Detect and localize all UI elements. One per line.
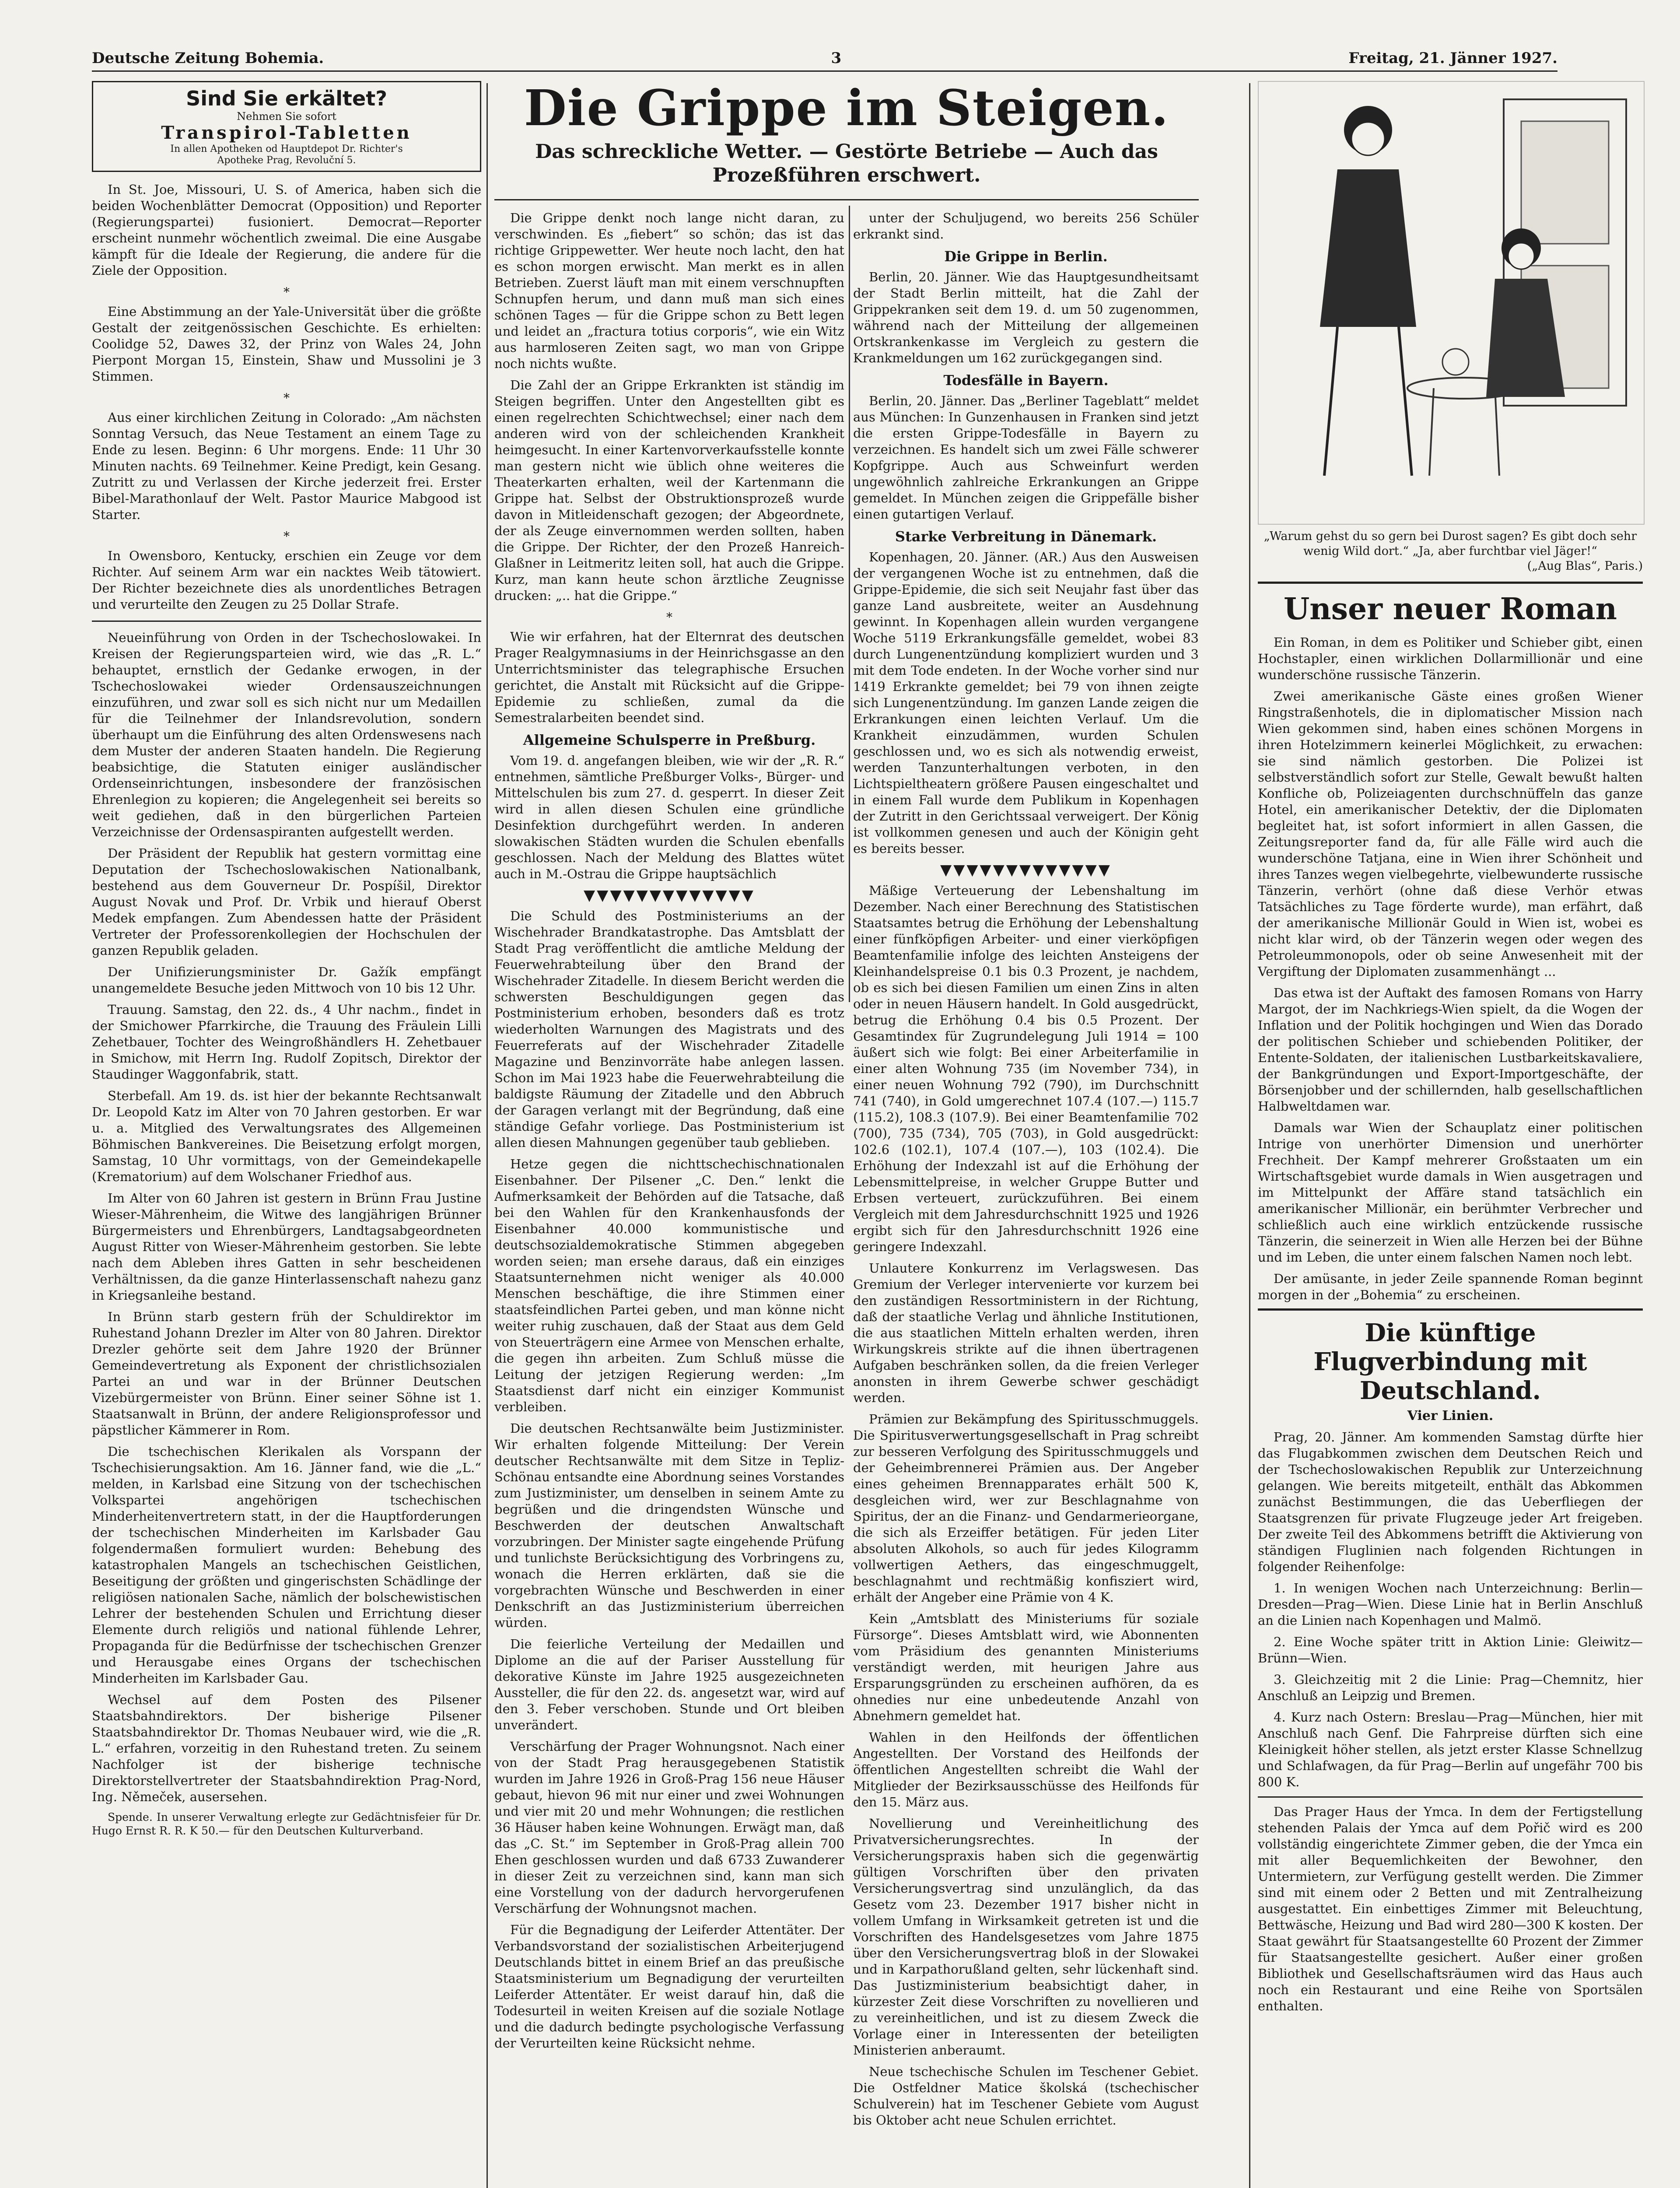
article-paragraph: 3. Gleichzeitig mit 2 die Linie: Prag—Chemnitz, hier Anschluß an Leipzig und Bremen. xyxy=(1258,1672,1643,1703)
page-number: 3 xyxy=(831,49,842,67)
ad-headline: Sind Sie erkältet? xyxy=(186,87,387,110)
news-item: Verschärfung der Prager Wohnungsnot. Nach einer von der Stadt Prag herausgegebenen Statistik wurden im Jahre 1926 in Groß-Prag 156 neue Häuser gebaut, hievon 96 mit nur einer und zwei Wohnungen und vier mit 20 und mehr Wohnungen; die restlichen 36 Häuser haben keine Wohnungen. Erwägt man, daß das „C. St.“ im September in Groß-Prag allein 700 Ehen geschlossen wurden und daß 6733 Zuwanderer in dieser Zeit zu verzeichnen sind, kann man sich eine Vorstellung von der dadurch hervorgerufenen Verschärfung der Wohnungsnot machen. xyxy=(494,1739,844,1916)
column-divider xyxy=(1249,83,1250,2188)
ad-product: Transpirol-Tabletten xyxy=(161,123,412,143)
article-paragraph: Kopenhagen, 20. Jänner. (AR.) Aus den Ausweisen der vergangenen Woche ist zu entnehmen, daß die Grippe-Epidemie, die sich seit Neujahr fast über das ganze Land ausbreitete, weiter an Ausdehnung gewinnt. In Kopenhagen allein wurden vergangene Woche 5119 Erkrankungsfälle gemeldet, wobei 83 durch Lungenentzündung kompliziert wurden und 3 mit dem Tode endeten. In der Woche vorher sind nur 1419 Erkrankte gemeldet; bei 79 von ihnen zeigte sich Lungenentzündung. Im ganzen Lande zeigen die Erkrankungen einen leichten Verlauf. Um die Krankheit einzudämmen, wurden Schulen geschlossen und, wo es sich als notwendig erweist, werden Tanzunterhaltungen verboten, in den Lichtspieltheatern größere Pausen eingeschaltet und in einem Fall wurde dem Publikum in Kopenhagen der Zutritt in den Gerichtssaal verweigert. Der König ist vollkommen genesen und auch der Königin geht es bereits besser. xyxy=(853,550,1199,856)
article-paragraph: In Owensboro, Kentucky, erschien ein Zeuge vor dem Richter. Auf seinem Arm war ein nacktes Weib tätowiert. Der Richter bezeichnete dies als unordentliches Betragen und verurteilte den Zeugen zu 25 Dollar Strafe. xyxy=(92,548,481,612)
page-header xyxy=(92,46,1558,72)
cartoon-drawing xyxy=(1259,82,1644,524)
news-item: Die Schuld des Postministeriums an der Wischehrader Brandkatastrophe. Das Amtsblatt der Stadt Prag veröffentlicht die amtliche Meldung der Feuerwehrabteilung über den Brand der Wischehrader Zitadelle. In diesem Bericht werden die schwersten Beschuldigungen gegen das Postministerium erhoben, besonders daß es trotz wiederholten Warnungen des Magistrats und des Feuerreferats auf der Wischehrader Zitadelle Magazine und Benzinvorräte habe anlegen lassen. Schon im Mai 1923 habe die Feuerwehrabteilung die baldigste Räumung der Zitadelle und den Abbruch der Garagen verlangt mit der Begründung, daß eine ständige Gefahr vorliege. Das Postministerium ist allen diesen Mahnungen gegenüber taub geblieben. xyxy=(494,908,844,1150)
news-item: Spende. In unserer Verwaltung erlegte zur Gedächtnisfeier für Dr. Hugo Ernst R. R. K 50.— für den Deutschen Kulturverband. xyxy=(92,1811,481,1837)
article-subheading: Die Grippe in Berlin. xyxy=(944,248,1108,265)
article-paragraph: Die Zahl der an Grippe Erkrankten ist ständig im Steigen begriffen. Unter den Angestellten gibt es einen regelrechten Schichtwechsel; einer nach dem anderen wird von der schleichenden Krankheit heimgesucht. In einer Kartenvorverkaufsstelle konnte man gestern nicht wie üblich ohne weiteres die Theaterkarten erhalten, weil der Kartenmann die Grippe hat. Selbst der Obstruktionsprozeß wurde davon in Mitleidenschaft gezogen; der Abgeordnete, der als Zeuge einvernommen werden sollten, haben die Grippe. Der Richter, der den Prozeß Hanreich-Glaßner in Leitmeritz leiten soll, hat auch die Grippe. Kurz, man kann heute schon ärztliche Zeugnisse drucken: „.. hat die Grippe.“ xyxy=(494,378,844,603)
article-paragraph: Die Grippe denkt noch lange nicht daran, zu verschwinden. Es „fiebert“ so schön; das ist das richtige Grippewetter. Wer heute noch lacht, den hat es schon morgen erwischt. Man merkt es in allen Betrieben. Zuerst läuft man mit einem verschnupften Schnupfen herum, und dann muß man sich eines schönen Tages — für die Grippe schon zu Bett legen und leidet an „fractura totius corporis“, wie ein Witz aus harmloseren Zeiten sagt, wo man von Grippe noch nichts wußte. xyxy=(494,210,844,371)
caption-text: „Warum gehst du so gern bei Durost sagen? Es gibt doch sehr wenig Wild dort.“ „Ja, aber furchtbar viel Jäger!“ xyxy=(1264,529,1637,558)
news-item: Neue tschechische Schulen im Teschener Gebiet. Die Ostfeldner Matice školská (tschechischer Schulverein) hat im Teschener Gebiete vom August bis Oktober acht neue Schulen errichtet. xyxy=(853,2064,1199,2128)
article-paragraph: Wie wir erfahren, hat der Elternrat des deutschen Prager Realgymnasiums in der Heinrichsgasse an den Unterrichtsminister das telegraphische Ersuchen gerichtet, die Anstalt mit Rücksicht auf die Grippe-Epidemie zu schließen, zumal da die Semestralarbeiten beendet sind. xyxy=(494,629,844,725)
article-subheading: Allgemeine Schulsperre in Preßburg. xyxy=(523,732,816,748)
separator-star: * xyxy=(284,529,290,543)
news-item: Für die Begnadigung der Leiferder Attentäter. Der Verbandsvorstand der sozialistischen Arbeiterjugend Deutschlands bittet in einem Brief an das preußische Staatsministerium um Begnadigung der verurteilten Leiferder Attentäter. Er weist darauf hin, daß die Todesurteil in weiten Kreisen auf die soziale Notlage und die dadurch bedingte psychologische Verfassung der Verurteilten keine Rücksicht nehme. xyxy=(494,1922,844,2051)
headline-subtitle: Das schreckliche Wetter. — Gestörte Betriebe — Auch das Prozeßführen erschwert. xyxy=(535,140,1158,186)
article-paragraph: Prag, 20. Jänner. Am kommenden Samstag dürfte hier das Flugabkommen zwischen dem Deutschen Reich und der Tschechoslowakischen Republik zur Unterzeichnung gelangen. Wie bereits mitgeteilt, enthält das Abkommen zunächst Bestimmungen, die das Ueberfliegen der Staatsgrenzen für private Flugzeuge jeder Art freigeben. Der zweite Teil des Abkommens betrifft die Aktivierung von ständigen Fluglinien nach folgenden Richtungen in folgender Reihenfolge: xyxy=(1258,1430,1643,1574)
article-paragraph: Vom 19. d. angefangen bleiben, wie wir der „R. R.“ entnehmen, sämtliche Preßburger Volks-, Bürger- und Mittelschulen bis zum 27. d. gesperrt. In dieser Zeit wird in allen diesen Schulen eine gründliche Desinfektion durchgeführt werden. In anderen slowakischen Städten wurden die Schulen ebenfalls geschlossen. Nach der Meldung des Blattes wütet auch in M.-Ostrau die Grippe hauptsächlich xyxy=(494,753,844,881)
news-item: Kein „Amtsblatt des Ministeriums für soziale Fürsorge“. Dieses Amtsblatt wird, wie Abonnenten vom Präsidium des genannten Ministeriums verständigt werden, mit heurigen Jahre aus Ersparungsgründen zu erscheinen aufhören, da es ohnedies nur eine unbedeutende Anzahl von Abnehmern gemeldet hat. xyxy=(853,1611,1199,1723)
main-headline xyxy=(494,81,1199,187)
column-divider xyxy=(849,206,850,1002)
article-paragraph: Das etwa ist der Auftakt des famosen Romans von Harry Margot, der im Nachkriegs-Wien spielt, da die Wogen der Inflation und der Politik hochgingen und Wien das Dorado der politischen Schieber und schiebenden Politiker, der Entente-Soldaten, der italienischen Lustbarkeitskavaliere, der Bankgründungen und Export-Importgeschäfte, der Börsenjobber und der schillernden, halb gesellschaftlichen Halbweltdamen war. xyxy=(1258,985,1643,1114)
column-4 xyxy=(1258,81,1643,2020)
column-2 xyxy=(494,210,844,2057)
article-paragraph: Der amüsante, in jeder Zeile spannende Roman beginnt morgen in der „Bohemia“ zu erscheinen. xyxy=(1258,1271,1643,1302)
news-item: Hetze gegen die nichttschechischnationalen Eisenbahner. Der Pilsener „C. Den.“ lenkt die Aufmerksamkeit der Behörden auf die Tatsache, daß bei den Wahlen für den Krankenhausfonds der Eisenbahner 40.000 kommunistische und deutschsozialdemokratische Stimmen abgegeben worden seien; man ersehe daraus, daß ein einziges Staatsunternehmen nicht weniger als 40.000 Menschen beschäftige, die ihre Stimmen einer staatsfeindlichen Partei geben, und man könne nicht weiter ruhig zuschauen, daß der Staat aus dem Geld von Steuerträgern eine Armee von Menschen erhalte, die gegen ihn arbeiten. Zum Schluß müsse die Leitung der jetzigen Regierung werden: „Im Staatsdienst darf nicht ein einziger Kommunist verbleiben. xyxy=(494,1157,844,1414)
news-item: Trauung. Samstag, den 22. ds., 4 Uhr nachm., findet in der Smichower Pfarrkirche, die Trauung des Fräulein Lilli Zehetbauer, Tochter des Weingroßhändlers H. Zehetbauer in Smichow, mit Herrn Ing. Rudolf Zopitsch, Direktor der Staudinger Waggonfabrik, statt. xyxy=(92,1002,481,1082)
flight-article-heading: Die künftige Flugverbindung mit Deutschland. xyxy=(1258,1308,1643,1405)
news-item: Wahlen in den Heilfonds der öffentlichen Angestellten. Der Vorstand des Heilfonds der öffentlichen Angestellten schreibt die Wahl der Mitglieder der Bezirksausschüsse des Heilfonds für den 15. März aus. xyxy=(853,1730,1199,1809)
news-item: Die deutschen Rechtsanwälte beim Justizminister. Wir erhalten folgende Mitteilung: Der Verein deutscher Rechtsanwälte mit dem Sitze in Tepliz-Schönau entsandte eine Abordnung seines Vorstandes zum Justizminister, um denselben in seinem Amte zu begrüßen und die dringendsten Wünsche und Beschwerden der deutschen Anwaltschaft vorzubringen. Der Minister sagte eingehende Prüfung und tunlichste Berücksichtigung des Vorbringens zu, wonach die Herren erklärten, daß sie die vorgebrachten Wünsche und Beschwerden in einer Denkschrift an das Justizministerium überreichen würden. xyxy=(494,1421,844,1630)
news-item: Prämien zur Bekämpfung des Spiritusschmuggels. Die Spiritusverwertungsgesellschaft in Prag schreibt zur besseren Verfolgung des Spiritusschmuggels und der Geheimbrennerei Prämien aus. Der Angeber eines geheimen Brennapparates erhält 500 K, desgleichen wird, wer zur Beschlagnahme von Spiritus, der an die Finanz- und Gendarmerieorgane, die sich als Erzeiffer betätigen. Für jeden Liter absoluten Alkohols, so auch für jedes Kilogramm vollwertigen Aethers, das eingeschmuggelt, beschlagnahmt und rechtmäßig konfisziert wird, erhält der Angeber eine Prämie von 4 K. xyxy=(853,1412,1199,1605)
news-item: Neueinführung von Orden in der Tschechoslowakei. In Kreisen der Regierungsparteien wird, wie das „R. L.“ behauptet, ernstlich der Gedanke erwogen, in der Tschechoslowakei wieder Ordensauszeichnungen einzuführen, und zwar soll es sich nicht nur um Medaillen für die Teilnehmer der Inlandsrevolution, sondern überhaupt um die Einführung des alten Ordenswesens nach dem Muster der anderen Staaten handeln. Die Regierung beabsichtige, die Statuten einiger ausländischer Ordenseinrichtungen, insbesondere der französischen Ehrenlegion zu kopieren; die Angelegenheit sei bereits so weit gediehen, daß in den bürgerlichen Parteien Verzeichnisse der Ordensaspiranten aufgestellt werden. xyxy=(92,630,481,839)
article-subheading: Todesfälle in Bayern. xyxy=(943,372,1109,389)
advertisement xyxy=(92,81,481,172)
article-paragraph: Ein Roman, in dem es Politiker und Schieber gibt, einen Hochstapler, einen wirklichen Dollarmillionär und eine wunderschöne russische Tänzerin. xyxy=(1258,635,1643,682)
article-paragraph: Aus einer kirchlichen Zeitung in Colorado: „Am nächsten Sonntag Versuch, das Neue Testament an einem Tage zu Ende zu lesen. Beginn: 6 Uhr morgens. Ende: 11 Uhr 30 Minuten nachts. 69 Teilnehmer. Keine Predigt, kein Gesang. Zutritt zu und Verlassen der Kirche jederzeit frei. Erster Bibel-Marathonlauf der Welt. Pastor Maurice Mabgood ist Starter. xyxy=(92,410,481,522)
newspaper-name: Deutsche Zeitung Bohemia. xyxy=(92,49,324,67)
headline-rule xyxy=(494,199,1199,200)
news-item: Novellierung und Vereinheitlichung des Privatversicherungsrechtes. In der Versicherungspraxis haben sich die gegenwärtig gültigen Vorschriften über den privaten Versicherungsvertrag sind unzulänglich, da das Gesetz vom 23. Dezember 1917 bisher nicht in vollem Umfang in Wirksamkeit getreten ist und die Vorschriften des Handelsgesetzes vom Jahre 1875 über den Versicherungsvertrag bloß in der Slowakei und in Karpathorußland gelten, sehr lückenhaft sind. Das Justizministerium beabsichtigt daher, in kürzester Zeit diese Vorschriften zu novellieren und zu vereinheitlichen, und ist zu diesem Zweck die Vorlage einer in Interessenten der beteiligten Ministerien anberaumt. xyxy=(853,1816,1199,2058)
news-item: Der Präsident der Republik hat gestern vormittag eine Deputation der Tschechoslowakischen Nationalbank, bestehend aus dem Gouverneur Dr. Pospíšil, Direktor August Novak und Prof. Dr. Vrbik und hierauf Oberst Medek empfangen. Zum Abendessen hatte der Präsident Vertreter der Professorenkollegien der Hochschulen der ganzen Republik geladen. xyxy=(92,846,481,958)
news-item: Die tschechischen Klerikalen als Vorspann der Tschechisierungsaktion. Am 16. Jänner fand, wie die „L.“ melden, in Karlsbad eine Sitzung von der tschechischen Volkspartei angehörigen tschechischen Minderheitenvertretern statt, in der die Hauptforderungen der tschechischen Minderheiten im Karlsbader Gau folgendermaßen formuliert wurden: Behebung des katastrophalen Mangels an tschechischen Geistlichen, Beseitigung der größten und gingerischsten Schädlinge der religiösen nationalen Sache, nämlich der bolschewistischen Lehrer der bestehenden Schulen und Errichtung dieser Elemente durch religiös und national fühlende Lehrer, Propaganda für die Bedürfnisse der tschechischen Grenzer und Herausgabe eines Organs der tschechischen Minderheiten im Karlsbader Gau. xyxy=(92,1444,481,1686)
flight-article-subheading: Vier Linien. xyxy=(1407,1408,1494,1424)
article-paragraph: In St. Joe, Missouri, U. S. of America, haben sich die beiden Wochenblätter Democrat (Opposition) und Reporter (Regierungspartei) fusioniert. Democrat—Reporter erscheint nunmehr wöchentlich zweimal. Die eine Ausgabe kämpft für die Ideale der Regierung, die andere für die Ziele der Opposition. xyxy=(92,182,481,278)
article-paragraph: Eine Abstimmung an der Yale-Universität über die größte Gestalt der zeitgenössischen Geschichte. Es erhielten: Coolidge 52, Dawes 32, der Prinz von Wales 24, John Pierpont Morgan 15, Einstein, Shaw und Mussolini je 3 Stimmen. xyxy=(92,304,481,384)
news-item: Sterbefall. Am 19. ds. ist hier der bekannte Rechtsanwalt Dr. Leopold Katz im Alter von 70 Jahren gestorben. Er war u. a. Mitglied des Verwaltungsrates des Allgemeinen Böhmischen Bankvereines. Die Beisetzung erfolgt morgen, Samstag, 10 Uhr vormittags, von der Gemeindekapelle (Krematorium) auf dem Wolschaner Friedhof aus. xyxy=(92,1088,481,1184)
article-paragraph: unter der Schuljugend, wo bereits 256 Schüler erkrankt sind. xyxy=(853,210,1199,242)
issue-date: Freitag, 21. Jänner 1927. xyxy=(1348,49,1558,67)
news-item: Der Unifizierungsminister Dr. Gažík empfängt unangemeldete Besuche jeden Mittwoch von 10 bis 12 Uhr. xyxy=(92,964,481,996)
cartoon-caption xyxy=(1258,529,1643,574)
article-paragraph: Berlin, 20. Jänner. Das „Berliner Tageblatt“ meldet aus München: In Gunzenhausen in Franken sind jetzt die ersten Grippe-Todesfälle in Bayern zu verzeichnen. Es handelt sich um zwei Fälle schwerer Kopfgrippe. Auch aus Schweinfurt werden ungewöhnlich zahlreiche Erkrankungen an Grippe gemeldet. In München zeigen die Grippefälle bisher einen gutartigen Verlauf. xyxy=(853,393,1199,522)
cartoon-illustration xyxy=(1258,81,1645,525)
article-paragraph: Zwei amerikanische Gäste eines großen Wiener Ringstraßenhotels, die in diplomatischer Mission nach Wien gekommen sind, haben eines schönen Morgens in ihren Hotelzimmern keinerlei Möglichkeit, zu erwachen: sie sind nämlich gestorben. Die Polizei ist selbstverständlich sofort zur Stelle, Gewalt bewußt halten Konfliche ob, Polizeiagenten durchschnüffeln das ganze Hotel, ein amerikanischer Detektiv, der die Diplomaten begleitet hat, ist sofort informiert in allen Gassen, die Zeitungsreporter fand da, für alle Fälle wird auch die wunderschöne Tatjana, eine in Wien ihrer Schönheit und ihres Tanzes wegen vielbegehrte, vielbewunderte russische Tänzerin, verhört (ohne daß diese Verhör etwas Tatsächliches zu Tage förderte wurde), man erfährt, daß der amerikanische Millionär Gould in Wien ist, wobei es nicht klar wird, ob der Tänzerin wegen oder wegen des Petroleummonopols, oder ob seine Anwesenheit mit der Vergiftung der Diplomaten zusammenhängt ... xyxy=(1258,689,1643,979)
novel-heading: Unser neuer Roman xyxy=(1258,582,1643,627)
article-paragraph: 4. Kurz nach Ostern: Breslau—Prag—München, hier mit Anschluß nach Genf. Die Fahrpreise dürften sich eine Kleinigkeit höher stellen, als jetzt erster Klasse Schnellzug und Schlafwagen, da für Prag—Berlin auf ungefähr 700 bis 800 K. xyxy=(1258,1710,1643,1789)
news-item: Das Prager Haus der Ymca. In dem der Fertigstellung stehenden Palais der Ymca auf dem Pořič wird es 200 vollständig eingerichtete Zimmer geben, die der Ymca ein mit aller Bequemlichkeiten der Bewohner, den Untermietern, zur Verfügung gestellt werden. Die Zimmer sind mit einem oder 2 Betten und mit Zentralheizung ausgestattet. Ein einbettiges Zimmer mit Beleuchtung, Bettwäsche, Heizung und Bad wird 280—300 K kosten. Der Staat gewährt für Staatsangestellte 60 Prozent der Zimmer für Staatsangestellte gesichert. Außer einer großen Bibliothek und Gesellschaftsräumen wird das Haus auch noch ein Restaurant und eine Reihe von Sportsälen enthalten. xyxy=(1258,1804,1643,2013)
separator-star: * xyxy=(666,610,672,624)
article-paragraph: 1. In wenigen Wochen nach Unterzeichnung: Berlin—Dresden—Prag—Wien. Diese Linie hat in Berlin Anschluß an die Linien nach Kopenhagen und Malmö. xyxy=(1258,1581,1643,1628)
caption-source: („Aug Blas“, Paris.) xyxy=(1527,559,1643,573)
news-item: Die feierliche Verteilung der Medaillen und Diplome an die auf der Pariser Ausstellung für dekorative Künste im Jahre 1925 ausgezeichneten Aussteller, die für den 22. ds. angesetzt war, wird auf den 3. Feber verschoben. Stunde und Ort bleiben unverändert. xyxy=(494,1637,844,1732)
separator-star: * xyxy=(284,285,290,299)
ad-text: Apotheke Prag, Revoluční 5. xyxy=(217,155,356,166)
column-1 xyxy=(92,81,481,1843)
column-3 xyxy=(853,210,1199,2134)
article-subheading: Starke Verbreitung in Dänemark. xyxy=(895,528,1157,545)
ad-text: In allen Apotheken od Hauptdepot Dr. Richter's xyxy=(170,144,403,154)
ad-text: Nehmen Sie sofort xyxy=(237,110,336,123)
news-item: Unlautere Konkurrenz im Verlagswesen. Das Gremium der Verleger intervenierte vor kurzem bei den zuständigen Ressortministern in der Richtung, daß der staatliche Verlag und ähnliche Institutionen, die aus staatlichen Mitteln erhalten werden, ihren Wirkungskreis strikte auf die ihnen übertragenen Aufgaben beschränken sollen, da die freien Verleger anonsten in ihrem Gewerbe schwer geschädigt werden. xyxy=(853,1261,1199,1405)
section-divider xyxy=(92,621,481,622)
separator-star: * xyxy=(284,391,290,405)
column-divider xyxy=(486,83,488,2188)
ornament-divider: ▼▼▼▼▼▼▼▼▼▼▼▼▼ xyxy=(584,887,755,904)
news-item: Im Alter von 60 Jahren ist gestern in Brünn Frau Justine Wieser-Mährenheim, die Witwe des langjährigen Brünner Bürgermeisters und Ehrenbürgers, Landtagsabgeordneten August Ritter von Wieser-Mährenheim gestorben. Sie lebte nach dem Ableben ihres Gatten in sehr bescheidenen Verhältnissen, da die ganze Hinterlassenschaft nahezu ganz in Kriegsanleihe bestand. xyxy=(92,1191,481,1303)
news-item: In Brünn starb gestern früh der Schuldirektor im Ruhestand Johann Drezler im Alter von 80 Jahren. Direktor Drezler gehörte seit dem Jahre 1920 der Brünner Gemeindevertretung als Exponent der christlichsozialen Partei an und war in der Brünner Deutschen Vizebürgermeister von Brünn. Einer seiner Söhne ist 1. Staatsanwalt in Brünn, der andere Religionsprofessor und päpstlicher Kämmerer in Rom. xyxy=(92,1309,481,1438)
article-paragraph: Damals war Wien der Schauplatz einer politischen Intrige von unerhörter Dimension und unerhörter Frechheit. Der Kampf mehrerer Großstaaten um ein Wirtschaftsgebiet wurde damals in Wien ausgetragen und im Mittelpunkt der Affäre stand tatsächlich ein amerikanischer Millionär, ein berühmter Verbrecher und schließlich auch eine wirklich entzückende russische Tänzerin, die seinerzeit in Wien alle Herzen bei der Bühne und im Leben, die unter einem falschen Namen noch lebt. xyxy=(1258,1120,1643,1265)
section-divider xyxy=(1258,1796,1643,1798)
article-paragraph: Berlin, 20. Jänner. Wie das Hauptgesundheitsamt der Stadt Berlin mitteilt, hat die Zahl der Grippekranken seit dem 19. d. um 50 zugenommen, während nach der Mitteilung der allgemeinen Ortskrankenkasse im Vergleich zu gestern die Krankmeldungen um 162 zurückgegangen sind. xyxy=(853,270,1199,365)
news-item: Mäßige Verteuerung der Lebenshaltung im Dezember. Nach einer Berechnung des Statistischen Staatsamtes betrug die Erhöhung der Lebenshaltung einer fünfköpfigen Arbeiter- und einer vierköpfigen Beamtenfamilie infolge des leichten Ansteigens der Kleinhandelspreise 0.1 bis 0.3 Prozent, je nachdem, ob es sich bei diesen Familien um einen Zins in alten oder in neuen Häusern handelt. In Gold ausgedrückt, betrug die Erhöhung 0.4 bis 0.5 Prozent. Der Gesamtindex für Zugrundelegung Juli 1914 = 100 äußert sich wie folgt: Bei einer Arbeiterfamilie in einer alten Wohnung 735 (im November 734), in einer neuen Wohnung 792 (790), im Durchschnitt 741 (740), in Gold umgerechnet 107.4 (107.—) 115.7 (115.2), 108.3 (107.9). Bei einer Beamtenfamilie 702 (700), 735 (734), 705 (703), in Gold ausgedrückt: 102.6 (102.1), 107.4 (107.—), 103 (102.4). Die Erhöhung der Indexzahl ist auf die Erhöhung der Lebensmittelpreise, in welcher Gruppe Butter und Erbsen verteuert, zurückzuführen. Bei einem Vergleich mit dem Jahresdurchschnitt 1925 und 1926 ergibt sich für den Jahresdurchschnitt 1926 eine geringere Indexzahl. xyxy=(853,883,1199,1254)
article-paragraph: 2. Eine Woche später tritt in Aktion Linie: Gleiwitz—Brünn—Wien. xyxy=(1258,1634,1643,1666)
news-item: Wechsel auf dem Posten des Pilsener Staatsbahndirektors. Der bisherige Pilsener Staatsbahndirektor Dr. Thomas Neubauer wird, wie die „R. L.“ erfahren, vorzeitig in den Ruhestand treten. Zu seinem Nachfolger ist der bisherige technische Direktorstellvertreter der Staatsbahndirektion Prag-Nord, Ing. Němeček, ausersehen. xyxy=(92,1692,481,1804)
ornament-divider: ▼▼▼▼▼▼▼▼▼▼▼▼▼ xyxy=(940,861,1112,879)
headline-title: Die Grippe im Steigen. xyxy=(524,80,1169,137)
